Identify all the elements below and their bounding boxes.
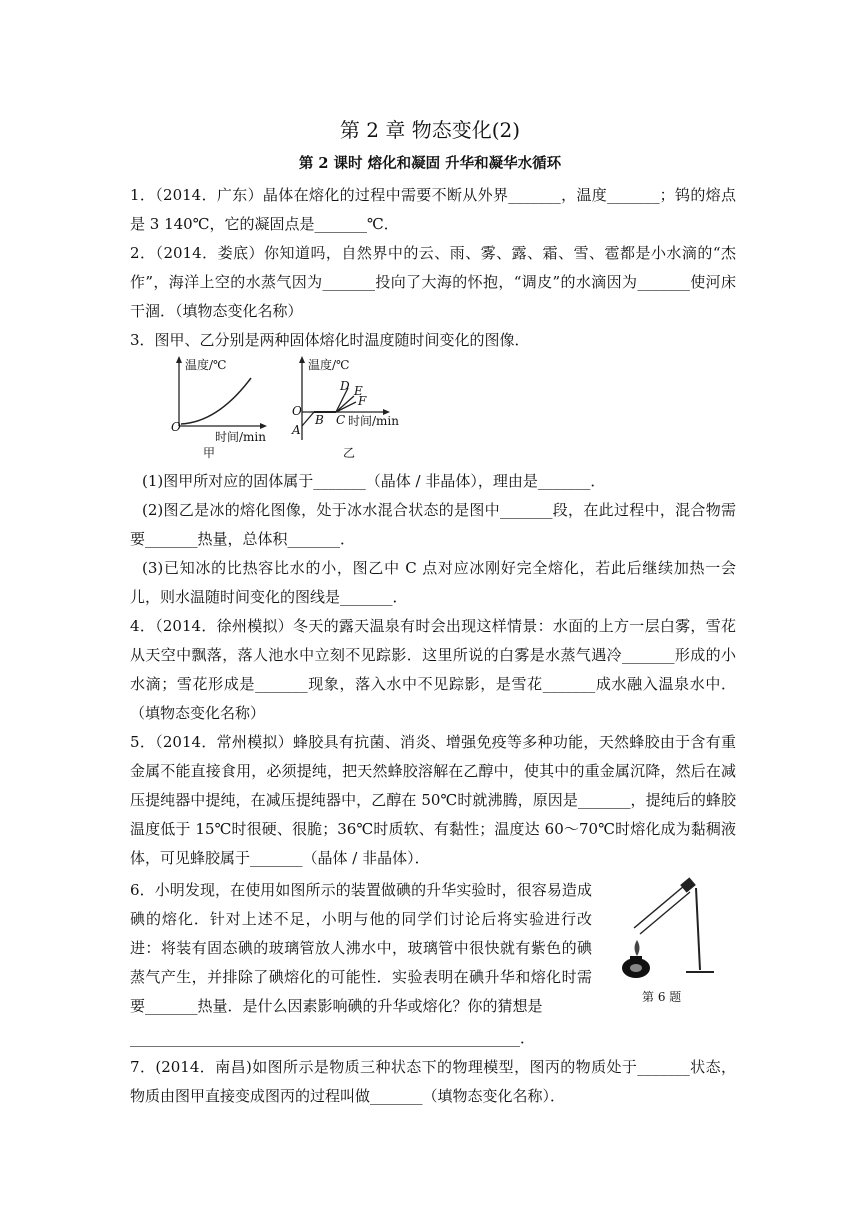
question-3: 3．图甲、乙分别是两种固体熔化时温度随时间变化的图像．: [130, 331, 530, 349]
question-block-1-3: [130, 181, 736, 355]
graph-jia: [163, 354, 273, 462]
graph-yi-point-d: D: [340, 379, 350, 393]
graph-jia-ylabel: 温度/℃: [185, 358, 227, 372]
graph-yi-point-f: F: [358, 394, 367, 408]
graph-yi-xlabel: 时间/min: [348, 414, 399, 428]
graph-jia-caption: 甲: [203, 446, 216, 460]
graph-jia-xlabel: 时间/min: [215, 430, 266, 444]
question-4: 4．（2014．徐州模拟）冬天的露天温泉有时会出现这样情景：水面的上方一层白雾，雪花从天空中飘落，落人池水中立刻不见踪影．这里所说的白雾是水蒸气遇冷_______形成的小水滴；雪花形成是_______现象，落入水中不见踪影，是雪花_______成水融入温泉水中．（填物态变化名称）: [130, 617, 736, 722]
graph-yi-caption: 乙: [343, 446, 356, 460]
question-1: 1．（2014．广东）晶体在熔化的过程中需要不断从外界_______，温度_______；钨的熔点是 3 140℃，它的凝固点是_______℃．: [130, 186, 736, 233]
question-6: [130, 876, 592, 1021]
figure-6: [612, 870, 722, 1010]
graph-yi-point-e: E: [354, 384, 363, 398]
iodine-apparatus-svg: [612, 870, 722, 982]
question-block-3-5: [130, 467, 736, 873]
chapter-title: 第 2 章 物态变化(2): [339, 118, 521, 142]
question-3-3: (3)已知冰的比热容比水的小，图乙中 C 点对应冰刚好完全熔化，若此后继续加热一会儿，则水温随时间变化的图线是_______．: [130, 559, 736, 606]
graph-yi-point-c: C: [336, 413, 346, 427]
question-2: 2．（2014．娄底）你知道吗，自然界中的云、雨、雾、露、霜、雪、雹都是小水滴的“杰作”，海洋上空的水蒸气因为_______投向了大海的怀抱，“调皮”的水滴因为_______使河床干涸．（填物态变化名称）: [130, 244, 736, 320]
question-block-6-7: [130, 1024, 736, 1111]
graph-yi-point-b: B: [315, 413, 324, 427]
question-6-answer-line: ____________________________________________________．: [130, 1029, 536, 1047]
figure-6-caption: 第 6 题: [642, 990, 682, 1004]
question-3-1: (1)图甲所对应的固体属于_______（晶体 / 非晶体），理由是_______．: [142, 472, 606, 490]
graph-yi-ylabel: 温度/℃: [308, 358, 350, 372]
graph-yi-point-a: A: [292, 423, 301, 437]
lesson-subtitle: 第 2 课时 熔化和凝固 升华和凝华水循环: [298, 155, 562, 172]
question-5: 5．（2014．常州模拟）蜂胶具有抗菌、消炎、增强免疫等多种功能，天然蜂胶由于含有重金属不能直接食用，必须提纯，把天然蜂胶溶解在乙醇中，使其中的重金属沉降，然后在减压提纯器中提纯，在减压提纯器中，乙醇在 50℃时就沸腾，原因是_______，提纯后的蜂胶温度低于 15℃时很硬、很脆；36℃时质软、有黏性；温度达 60～70℃时熔化成为黏稠液体，可见蜂胶属于_______（晶体 / 非晶体）．: [130, 733, 736, 867]
graph-yi: [288, 354, 413, 462]
question-3-2: (2)图乙是冰的熔化图像，处于冰水混合状态的是图中_______段，在此过程中，混合物需要_______热量，总体积_______．: [130, 501, 736, 548]
graph-jia-origin: O: [171, 420, 181, 434]
question-6-text: 6．小明发现，在使用如图所示的装置做碘的升华实验时，很容易造成碘的熔化．针对上述不足，小明与他的同学们讨论后将实验进行改进：将装有固态碘的玻璃管放人沸水中，玻璃管中很快就有紫色的碘蒸气产生，并排除了碘熔化的可能性．实验表明在碘升华和熔化时需要_______热量．是什么因素影响碘的升华或熔化？你的猜想是: [130, 881, 592, 1015]
graph-yi-origin: O: [292, 404, 302, 418]
question-7: 7．(2014．南昌)如图所示是物质三种状态下的物理模型，图丙的物质处于_______状态，物质由图甲直接变成图丙的过程叫做_______（填物态变化名称）．: [130, 1058, 736, 1105]
